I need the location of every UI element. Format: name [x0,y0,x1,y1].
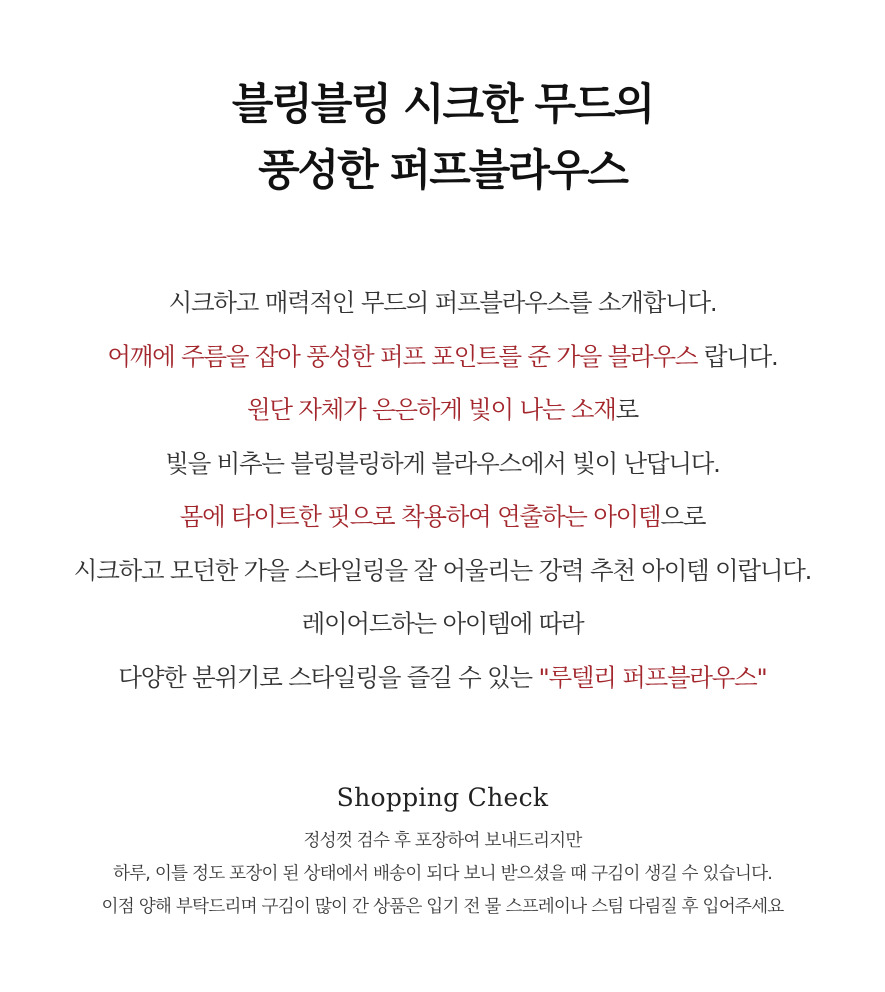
description-line-3 [0,383,885,437]
shopping-check-notice [0,825,885,924]
highlight-text: 몸에 타이트한 핏으로 착용하여 연출하는 아이템 [179,502,661,531]
product-name-highlight: "루텔리 퍼프블라우스" [538,662,767,692]
plain-text: 으로 [660,502,706,531]
description-line-4: 빛을 비추는 블링블링하게 블라우스에서 빛이 난답니다. [165,448,720,478]
notice-line-1: 정성껏 검수 후 포장하여 보내드리지만 [303,831,582,851]
notice-line-3: 이점 양해 부탁드리며 구김이 많이 간 상품은 입기 전 물 스프레이나 스팀 다림질 후 입어주세요 [101,897,784,917]
description-line-1: 시크하고 매력적인 무드의 퍼프블라우스를 소개합니다. [168,288,717,317]
page-title [0,72,885,204]
description-line-7: 레이어드하는 아이템에 따라 [301,609,584,638]
description-line-8 [0,651,885,705]
description-line-6: 시크하고 모던한 가을 스타일링을 잘 어울리는 강력 추천 아이템 이랍니다. [73,555,812,585]
highlight-text: 원단 자체가 은은하게 빛이 나는 소재 [246,395,616,424]
description-line-5 [0,490,885,544]
title-line-1: 블링블링 시크한 무드의 [231,80,654,130]
shopping-check-heading: Shopping Check [336,783,549,812]
plain-text: 로 [615,395,639,424]
plain-text: 랍니다. [697,341,778,371]
plain-text: 다양한 분위기로 스타일링을 즐길 수 있는 [118,662,539,692]
highlight-text: 어깨에 주름을 잡아 풍성한 퍼프 포인트를 준 가을 블라우스 [107,341,698,371]
notice-line-2: 하루, 이틀 정도 포장이 된 상태에서 배송이 되다 보니 받으셨을 때 구김이 생길 수 있습니다. [112,864,773,884]
product-description [0,276,885,704]
title-line-2: 풍성한 퍼프블라우스 [258,146,627,196]
description-line-2 [0,330,885,384]
